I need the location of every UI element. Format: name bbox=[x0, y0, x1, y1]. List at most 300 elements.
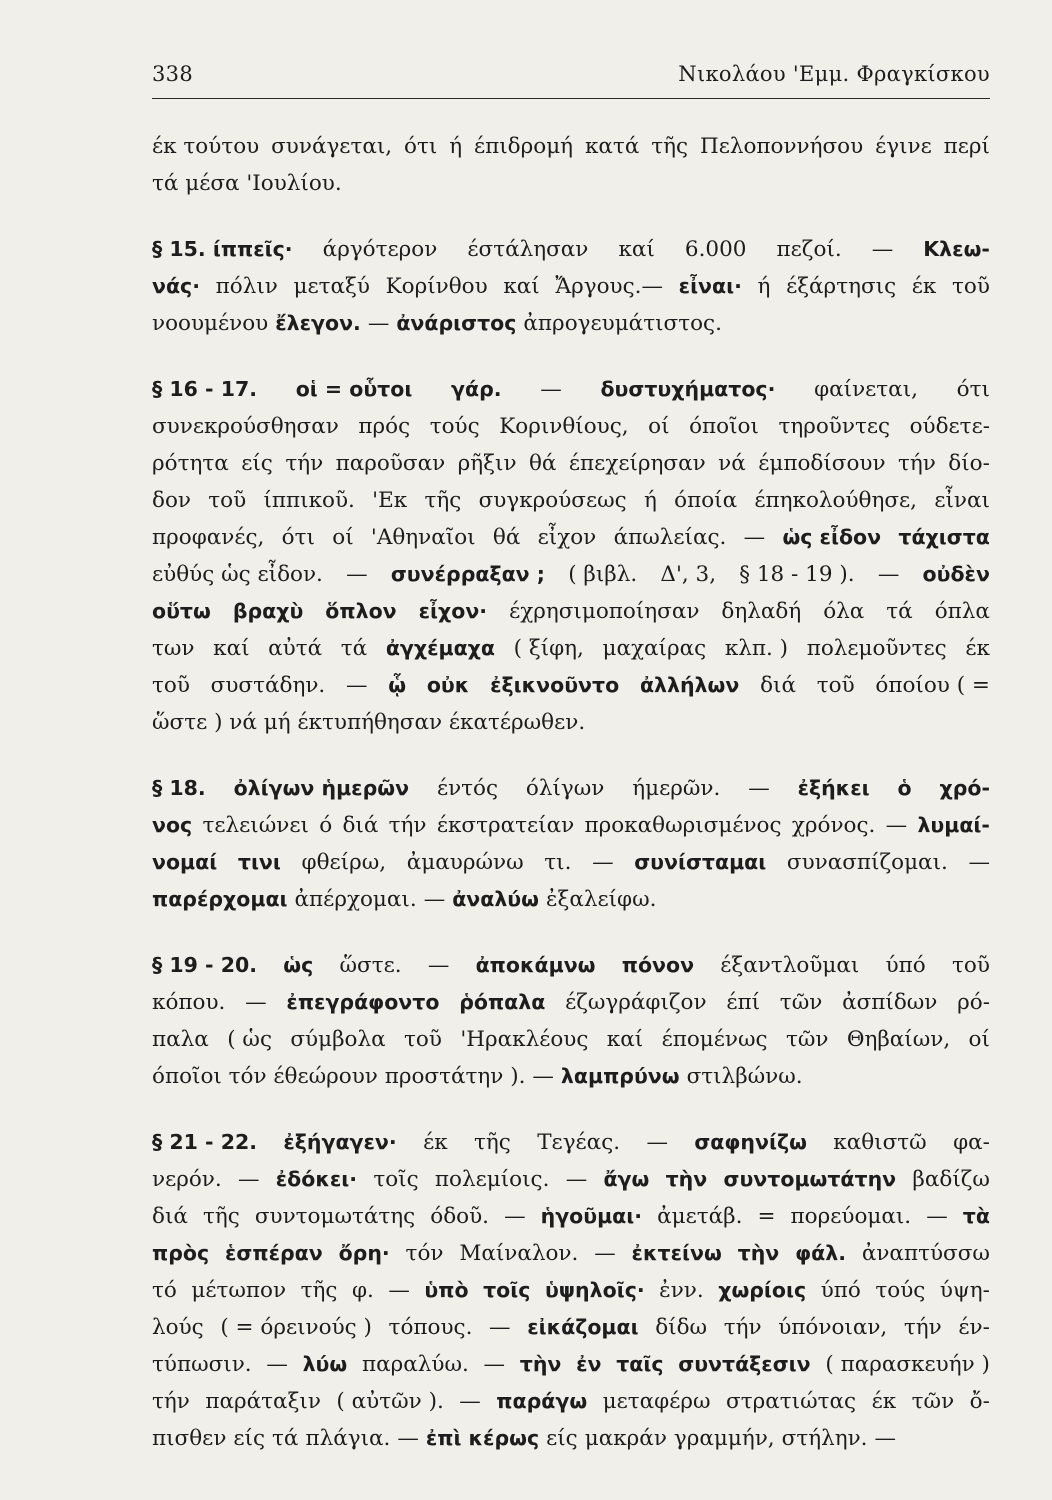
text-segment: καί bbox=[503, 274, 540, 299]
bold-term: ῥόπαλα bbox=[459, 990, 546, 1014]
text-segment: — bbox=[423, 887, 446, 912]
text-segment: κατά bbox=[584, 134, 640, 159]
bold-term: Κλεω- bbox=[923, 237, 990, 261]
text-segment: ίππικοῦ. bbox=[263, 488, 355, 513]
text-segment: ( = όρεινούς ) bbox=[220, 1315, 372, 1340]
text-segment: — bbox=[245, 990, 267, 1015]
text-segment: περί bbox=[943, 134, 990, 159]
text-segment: τηροῦντες bbox=[778, 414, 891, 439]
text-segment: συστάδην. bbox=[210, 673, 326, 698]
text-segment: γραμμήν, bbox=[673, 1426, 775, 1451]
bold-term: τοῖς bbox=[483, 1278, 531, 1302]
bold-term: ἐκτείνω bbox=[631, 1241, 722, 1265]
text-line bbox=[152, 556, 990, 593]
text-segment: Μαίναλον. bbox=[459, 1241, 579, 1266]
bold-term: εἶχον· bbox=[418, 599, 488, 623]
paragraph bbox=[152, 128, 990, 202]
text-segment: ( ξίφη, bbox=[513, 636, 584, 661]
text-segment: ήμερῶν. bbox=[632, 776, 721, 801]
text-segment: των bbox=[152, 636, 195, 661]
bold-term: ἐπεγράφοντο bbox=[286, 990, 440, 1014]
text-segment: στήλην. bbox=[781, 1426, 868, 1451]
bold-term: ὄρη· bbox=[338, 1241, 390, 1265]
bold-term: νος bbox=[152, 813, 193, 837]
text-segment: μαχαίρας bbox=[602, 636, 707, 661]
text-segment: καί bbox=[213, 636, 250, 661]
text-segment: σύμβολα bbox=[290, 1027, 386, 1052]
text-segment: — bbox=[592, 850, 614, 875]
text-segment: Κορινθίους, bbox=[499, 414, 629, 439]
text-segment: στιλβώνω. bbox=[686, 1064, 803, 1089]
text-segment: ἀναπτύσσω bbox=[861, 1241, 990, 1266]
text-segment: έστάλησαν bbox=[467, 237, 589, 262]
text-segment: οί bbox=[968, 1027, 990, 1052]
text-segment: όποίου ( = bbox=[875, 673, 990, 698]
text-segment: έζωγράφιζον bbox=[565, 990, 707, 1015]
bold-term: τὴν bbox=[737, 1241, 780, 1265]
text-segment: έν- bbox=[958, 1315, 990, 1340]
text-segment: = bbox=[757, 1204, 776, 1229]
text-segment: διά bbox=[760, 673, 796, 698]
paragraph bbox=[152, 947, 990, 1095]
text-segment: φαίνεται, bbox=[814, 377, 918, 402]
paragraph-gap bbox=[152, 741, 990, 770]
text-segment: ότι bbox=[404, 134, 438, 159]
text-segment: ή bbox=[757, 274, 771, 299]
text-segment: Τεγέας. bbox=[537, 1130, 621, 1155]
text-segment: όποῖοι τόν έθεώρουν προστάτην ). bbox=[152, 1064, 526, 1089]
text-line bbox=[152, 128, 990, 165]
bold-term: ἐξήγαγεν· bbox=[283, 1130, 397, 1154]
text-segment: τοῖς bbox=[373, 1167, 419, 1192]
text-segment: — bbox=[968, 850, 990, 875]
bold-term: ἐδόκει· bbox=[275, 1167, 358, 1191]
bold-term: ἡγοῦμαι· bbox=[540, 1204, 643, 1228]
bold-term: σαφηνίζω bbox=[694, 1130, 807, 1154]
text-segment: παροῦσαν bbox=[335, 451, 446, 476]
bold-term: § 18. bbox=[152, 776, 206, 800]
text-segment: είς bbox=[233, 1426, 266, 1451]
text-segment: δίδω bbox=[655, 1315, 708, 1340]
text-segment: εἶναι bbox=[934, 488, 990, 513]
bold-term: § 19 - 20. bbox=[152, 953, 258, 977]
text-segment: φ. bbox=[351, 1278, 374, 1303]
text-segment: τήν bbox=[388, 813, 427, 838]
bold-term: ταῖς bbox=[616, 1352, 664, 1376]
text-segment: — bbox=[532, 1064, 554, 1089]
text-segment: ἐξαλείφω. bbox=[545, 887, 657, 912]
bold-term: πόνον bbox=[621, 953, 695, 977]
bold-term: οὕτω bbox=[152, 599, 211, 623]
text-segment: ἀμαυρώνω bbox=[406, 850, 524, 875]
page-number: 338 bbox=[152, 62, 193, 86]
text-segment: ( ὡς bbox=[227, 1027, 272, 1052]
bold-term: εἶναι· bbox=[678, 274, 742, 298]
bold-term: ἐπὶ bbox=[425, 1426, 462, 1450]
bold-term: ὡς εἶδον bbox=[782, 525, 882, 549]
text-segment: ύπό bbox=[820, 1278, 861, 1303]
text-segment: τοῦ bbox=[208, 488, 247, 513]
text-segment: τοῦ bbox=[951, 953, 990, 978]
text-segment: θά bbox=[528, 451, 557, 476]
text-segment: ἀπέρχομαι. bbox=[294, 887, 417, 912]
text-segment: έμποδίσουν bbox=[758, 451, 886, 476]
bold-term: ἐξικνοῦντο bbox=[490, 673, 620, 697]
paragraph bbox=[152, 770, 990, 918]
bold-term: ἀγχέμαχα bbox=[385, 636, 495, 660]
bold-term: κέρως bbox=[468, 1426, 540, 1450]
text-segment: δηλαδή bbox=[721, 599, 802, 624]
text-segment: ὥστε. bbox=[339, 953, 402, 978]
text-line bbox=[152, 1161, 990, 1198]
bold-term: ἄγω bbox=[603, 1167, 650, 1191]
text-segment: έπομένως bbox=[661, 1027, 768, 1052]
bold-term: ἀποκάμνω bbox=[475, 953, 596, 977]
text-line bbox=[152, 1124, 990, 1161]
bold-term: λαμπρύνω bbox=[560, 1064, 680, 1088]
text-segment: αὐτά bbox=[268, 636, 323, 661]
text-segment: — bbox=[266, 1352, 288, 1377]
bold-term: ὁ bbox=[897, 776, 912, 800]
text-segment: ότι bbox=[956, 377, 990, 402]
text-segment: μακράν bbox=[584, 1426, 667, 1451]
text-segment: έκ bbox=[871, 1389, 897, 1414]
text-segment: τοῦ bbox=[404, 1027, 442, 1052]
text-segment: τούς bbox=[429, 414, 480, 439]
text-segment: προφανές, bbox=[152, 525, 265, 550]
text-line bbox=[152, 1383, 990, 1420]
text-segment: κλπ. ) bbox=[724, 636, 789, 661]
text-line bbox=[152, 1309, 990, 1346]
text-segment: άπωλείας. bbox=[613, 525, 727, 550]
text-segment: τό bbox=[152, 1278, 177, 1303]
text-segment: νοουμένου bbox=[152, 311, 269, 336]
text-segment: όποία bbox=[674, 488, 738, 513]
text-segment: συνάγεται, bbox=[271, 134, 393, 159]
text-segment: τύπωσιν. bbox=[152, 1352, 252, 1377]
text-segment: δίο- bbox=[948, 451, 990, 476]
text-segment: τήν bbox=[903, 1315, 942, 1340]
text-segment: τά bbox=[886, 599, 913, 624]
text-segment: φα- bbox=[953, 1130, 990, 1155]
text-line bbox=[152, 881, 990, 918]
text-line bbox=[152, 1235, 990, 1272]
text-segment: έγινε bbox=[875, 134, 932, 159]
bold-term: τινι bbox=[237, 850, 281, 874]
text-line bbox=[152, 482, 990, 519]
text-segment: ἀπρογευμάτιστος. bbox=[523, 311, 722, 336]
paragraph bbox=[152, 371, 990, 741]
text-segment: Ἄργους.— bbox=[555, 274, 664, 299]
bold-term: νάς· bbox=[152, 274, 200, 298]
text-line bbox=[152, 165, 990, 202]
bold-term: ἀνάριστος bbox=[396, 311, 517, 335]
text-line bbox=[152, 408, 990, 445]
text-segment: ρό- bbox=[957, 990, 990, 1015]
text-segment: — bbox=[646, 1130, 668, 1155]
paragraph-gap bbox=[152, 918, 990, 947]
text-segment: μεταφέρω bbox=[602, 1389, 711, 1414]
text-segment: τῆς bbox=[424, 488, 462, 513]
text-segment: — bbox=[346, 562, 368, 587]
text-segment: νερόν. bbox=[152, 1167, 222, 1192]
text-line bbox=[152, 268, 990, 305]
text-segment: έχρησιμοποίησαν bbox=[509, 599, 700, 624]
text-segment: παλα bbox=[152, 1027, 209, 1052]
text-segment: ύπό bbox=[885, 953, 926, 978]
text-segment: — bbox=[483, 1352, 506, 1377]
text-segment: ( αὐτῶν ). bbox=[336, 1389, 444, 1414]
text-segment: πεζοί. bbox=[776, 237, 842, 262]
text-segment: — bbox=[367, 311, 390, 336]
text-segment: άργότερον bbox=[322, 237, 438, 262]
text-segment: πρός bbox=[358, 414, 411, 439]
text-segment: — bbox=[594, 1241, 616, 1266]
text-segment: ό bbox=[319, 813, 333, 838]
bold-term: παρέρχομαι bbox=[152, 887, 288, 911]
text-line bbox=[152, 231, 990, 268]
text-segment: βαδίζω bbox=[912, 1167, 990, 1192]
text-segment: — bbox=[459, 1389, 481, 1414]
text-segment: έκ bbox=[965, 636, 990, 661]
bold-term: ὀλίγων ἡμερῶν bbox=[233, 776, 410, 800]
text-segment: εὐθύς ὡς εἶδον. bbox=[152, 562, 323, 587]
text-segment: — bbox=[540, 377, 562, 402]
text-segment: τῶν bbox=[779, 990, 823, 1015]
text-segment: όλα bbox=[823, 599, 865, 624]
text-line bbox=[152, 807, 990, 844]
bold-term: παράγω bbox=[496, 1389, 588, 1413]
bold-term: ἐξήκει bbox=[797, 776, 870, 800]
text-line bbox=[152, 984, 990, 1021]
paragraph-gap bbox=[152, 202, 990, 231]
text-segment: εἶχον bbox=[537, 525, 597, 550]
bold-term: χρό- bbox=[939, 776, 990, 800]
text-segment: τοῦ bbox=[152, 673, 190, 698]
text-segment: — bbox=[388, 1278, 410, 1303]
text-segment: πόλιν bbox=[215, 274, 278, 299]
text-segment: ρῆξιν bbox=[457, 451, 517, 476]
text-segment: — bbox=[926, 1204, 948, 1229]
text-segment: ύπόνοιαν, bbox=[778, 1315, 888, 1340]
text-segment: ἐνν. bbox=[659, 1278, 704, 1303]
text-segment: πολεμίοις. bbox=[434, 1167, 550, 1192]
text-segment: Κορίνθου bbox=[385, 274, 488, 299]
bold-term: λυμαί- bbox=[917, 813, 990, 837]
bold-term: οὐδὲν bbox=[922, 562, 990, 586]
bold-term: συντάξεσιν bbox=[678, 1352, 811, 1376]
text-segment: νά bbox=[718, 451, 746, 476]
bold-term: ἀλλήλων bbox=[639, 673, 740, 697]
text-segment: τόν bbox=[405, 1241, 444, 1266]
text-segment: — bbox=[397, 1426, 419, 1451]
text-segment: πισθεν bbox=[152, 1426, 227, 1451]
text-segment: τήν bbox=[152, 1389, 190, 1414]
text-segment: 'Ηρακλέους bbox=[460, 1027, 589, 1052]
text-segment: οί bbox=[332, 525, 354, 550]
text-segment: ύψη- bbox=[939, 1278, 990, 1303]
text-segment: τά bbox=[272, 1426, 299, 1451]
paragraph-gap bbox=[152, 342, 990, 371]
bold-term: δυστυχήματος· bbox=[600, 377, 776, 401]
bold-term: τάχιστα bbox=[898, 525, 990, 549]
bold-term: οἱ = οὗτοι bbox=[295, 377, 413, 401]
bold-term: τὰ bbox=[962, 1204, 990, 1228]
text-segment: τῶν bbox=[785, 1027, 829, 1052]
bold-term: ὑπὸ bbox=[424, 1278, 469, 1302]
bold-term: λύω bbox=[302, 1352, 348, 1376]
text-segment: φθείρω, bbox=[301, 850, 387, 875]
bold-term: συντομωτάτην bbox=[723, 1167, 897, 1191]
text-segment: διά bbox=[152, 1204, 188, 1229]
bold-term: οὐκ bbox=[426, 673, 470, 697]
bold-term: νομαί bbox=[152, 850, 218, 874]
text-segment: — bbox=[885, 813, 908, 838]
text-segment: μέτωπον bbox=[191, 1278, 287, 1303]
paragraph bbox=[152, 1124, 990, 1457]
text-line bbox=[152, 371, 990, 408]
bold-term: ἔλεγον. bbox=[275, 311, 361, 335]
text-segment: χρόνος. bbox=[791, 813, 876, 838]
text-segment: μεταξύ bbox=[293, 274, 370, 299]
text-segment: ἀσπίδων bbox=[842, 990, 938, 1015]
text-segment: δον bbox=[152, 488, 191, 513]
paragraph-gap bbox=[152, 1095, 990, 1124]
text-segment: τήν bbox=[285, 451, 324, 476]
bold-term: ἑσπέραν bbox=[224, 1241, 323, 1265]
text-segment: ( παρασκευήν ) bbox=[825, 1352, 990, 1377]
text-segment: τούς bbox=[875, 1278, 926, 1303]
bold-term: ὅπλον bbox=[325, 599, 397, 623]
text-segment: τῆς bbox=[651, 134, 689, 159]
text-segment: στρατιώτας bbox=[726, 1389, 857, 1414]
bold-term: ὑψηλοῖς· bbox=[544, 1278, 645, 1302]
bold-term: χωρίοις bbox=[718, 1278, 807, 1302]
text-segment: — bbox=[748, 776, 770, 801]
bold-term: ᾧ bbox=[388, 673, 407, 697]
text-segment: έκ bbox=[911, 274, 937, 299]
text-segment: συνασπίζομαι. bbox=[786, 850, 948, 875]
text-segment: όδοῦ. bbox=[430, 1204, 490, 1229]
text-segment: έκστρατείαν bbox=[436, 813, 575, 838]
text-segment: τῶν bbox=[911, 1389, 955, 1414]
text-segment: κόπου. bbox=[152, 990, 226, 1015]
text-line bbox=[152, 630, 990, 667]
text-segment: — bbox=[565, 1167, 588, 1192]
text-segment: τόπους. bbox=[388, 1315, 473, 1340]
text-segment: — bbox=[504, 1204, 526, 1229]
text-segment: — bbox=[427, 953, 450, 978]
text-segment: τελειώνει bbox=[202, 813, 309, 838]
text-segment: έκ τούτου bbox=[152, 134, 260, 159]
text-segment: τοῦ bbox=[951, 274, 990, 299]
text-segment: πορεύομαι. bbox=[790, 1204, 912, 1229]
bold-term: ὡς bbox=[283, 953, 314, 977]
bold-term: συνίσταμαι bbox=[634, 850, 767, 874]
text-segment: ή bbox=[449, 134, 463, 159]
text-segment: τι. bbox=[544, 850, 572, 875]
text-segment: ( βιβλ. bbox=[568, 562, 638, 587]
text-line bbox=[152, 1346, 990, 1383]
text-segment: τῆς bbox=[300, 1278, 338, 1303]
bold-term: βραχὺ bbox=[232, 599, 304, 623]
text-line bbox=[152, 947, 990, 984]
text-segment: ὥστε ) νά μή έκτυπήθησαν έκατέρωθεν. bbox=[152, 710, 586, 735]
bold-term: ἐν bbox=[576, 1352, 602, 1376]
text-segment: είς bbox=[546, 1426, 578, 1451]
text-segment: διά bbox=[342, 813, 379, 838]
text-segment: λούς bbox=[152, 1315, 204, 1340]
bold-term: συνέρραξαν ; bbox=[390, 562, 545, 586]
bold-term: πρὸς bbox=[152, 1241, 210, 1265]
text-segment: — bbox=[489, 1315, 511, 1340]
text-segment: έκ bbox=[423, 1130, 448, 1155]
text-segment: έπηκολούθησε, bbox=[754, 488, 918, 513]
text-segment: ούδετε- bbox=[909, 414, 990, 439]
text-line bbox=[152, 770, 990, 807]
text-segment: τοῦ bbox=[816, 673, 855, 698]
text-segment: ἀμετάβ. bbox=[657, 1204, 743, 1229]
text-segment: όλίγων bbox=[525, 776, 605, 801]
text-segment: Πελοποννήσου bbox=[699, 134, 864, 159]
text-line bbox=[152, 445, 990, 482]
text-line bbox=[152, 1198, 990, 1235]
text-segment: πλάγια. bbox=[305, 1426, 391, 1451]
text-segment: — bbox=[871, 237, 894, 262]
author-name: Νικολάου 'Εμμ. Φραγκίσκου bbox=[678, 62, 990, 86]
text-segment: καί bbox=[606, 1027, 644, 1052]
text-line bbox=[152, 667, 990, 704]
text-segment: θά bbox=[492, 525, 521, 550]
text-segment: έπί bbox=[726, 990, 761, 1015]
text-segment: έξαντλοῦμαι bbox=[720, 953, 860, 978]
text-segment: έπιδρομή bbox=[473, 134, 574, 159]
text-line bbox=[152, 593, 990, 630]
text-segment: συνεκρούσθησαν bbox=[152, 414, 339, 439]
text-segment: παραλύω. bbox=[361, 1352, 469, 1377]
text-segment: έπεχείρησαν bbox=[568, 451, 706, 476]
running-head bbox=[152, 62, 990, 86]
text-segment: προκαθωρισμένος bbox=[584, 813, 782, 838]
text-segment: 'Αθηναῖοι bbox=[370, 525, 476, 550]
paragraph bbox=[152, 231, 990, 342]
text-segment: τήν bbox=[723, 1315, 762, 1340]
bold-term: § 15. ίππεῖς· bbox=[152, 237, 293, 261]
text-segment: καθιστῶ bbox=[833, 1130, 927, 1155]
text-line bbox=[152, 844, 990, 881]
text-segment: — bbox=[346, 673, 368, 698]
text-segment: ρότητα bbox=[152, 451, 229, 476]
text-segment: συγκρούσεως bbox=[478, 488, 627, 513]
text-segment: πολεμοῦντες bbox=[806, 636, 947, 661]
text-segment: τῆς bbox=[474, 1130, 511, 1155]
bold-term: εἰκάζομαι bbox=[527, 1315, 639, 1339]
bold-term: τὴν bbox=[519, 1352, 562, 1376]
page-body bbox=[152, 128, 990, 1457]
text-segment: όποῖοι bbox=[689, 414, 759, 439]
text-segment: ότι bbox=[281, 525, 315, 550]
bold-term: ἀναλύω bbox=[452, 887, 539, 911]
bold-term: § 16 - 17. bbox=[152, 377, 258, 401]
text-segment: ή bbox=[643, 488, 657, 513]
text-line bbox=[152, 519, 990, 556]
text-segment: όπλα bbox=[934, 599, 990, 624]
bold-term: τὴν bbox=[665, 1167, 708, 1191]
text-segment: Θηβαίων, bbox=[846, 1027, 951, 1052]
text-segment: Δ', 3, bbox=[660, 562, 717, 587]
text-line bbox=[152, 704, 990, 741]
text-segment: έντός bbox=[436, 776, 499, 801]
